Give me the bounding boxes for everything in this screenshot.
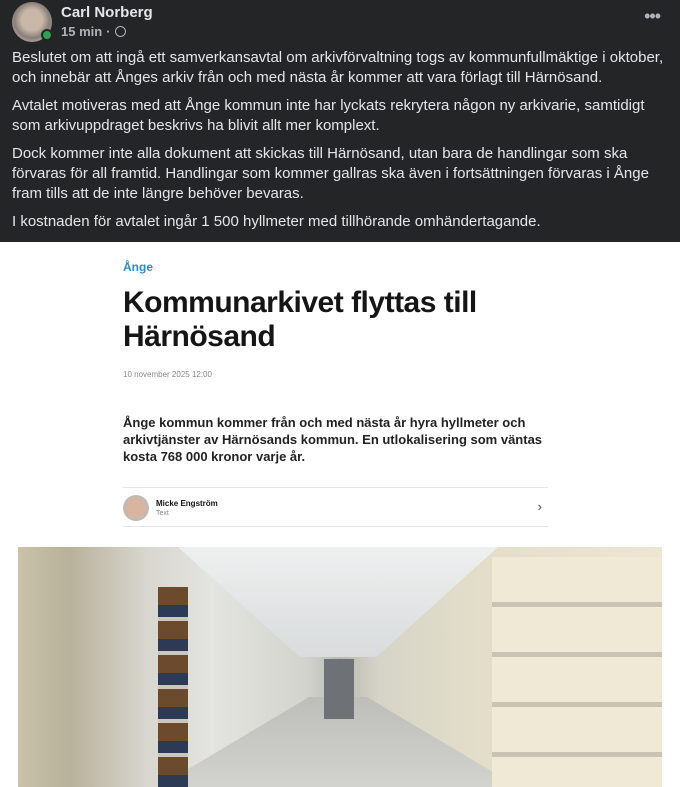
article-screenshot-image[interactable] bbox=[0, 242, 680, 787]
author-name[interactable]: Carl Norberg bbox=[61, 4, 153, 21]
right-shelf bbox=[492, 557, 662, 787]
byline-name: Micke Engström bbox=[156, 499, 218, 508]
chevron-right-icon: › bbox=[537, 499, 542, 514]
post-paragraph: Beslutet om att ingå ett samverkansavtal om arkivförvaltning togs av kommunfullmäktige i oktober, och innebär att Ånges arkiv från och med nästa år kommer att vara förlagt till Härnösand. bbox=[12, 49, 664, 86]
post-meta bbox=[61, 24, 126, 39]
article-date: 10 november 2025 12:00 bbox=[123, 370, 212, 379]
globe-icon bbox=[115, 26, 126, 37]
article-title: Kommunarkivet flyttas till Härnösand bbox=[123, 286, 477, 353]
article-byline bbox=[123, 487, 548, 527]
corridor-end bbox=[324, 659, 354, 719]
article-section: Ånge bbox=[123, 260, 153, 274]
separator: · bbox=[106, 24, 111, 39]
more-options-button[interactable]: ••• bbox=[644, 6, 660, 26]
post-time[interactable]: 15 min bbox=[61, 24, 103, 39]
post-paragraph: Dock kommer inte alla dokument att skickas till Härnösand, utan bara de handlingar som ska förvaras för all framtid. Handlingar som kommer gallras ska även i fortsättningen förvaras i Ånge fram tills att de inte längre behöver bevaras. bbox=[12, 145, 649, 202]
left-shelf bbox=[158, 587, 188, 787]
post-header bbox=[0, 0, 680, 48]
post-paragraph: Avtalet motiveras med att Ånge kommun inte har lyckats rekrytera någon ny arkivarie, samtidigt som arkivuppdraget beskrivs ha blivit allt mer komplext. bbox=[12, 97, 645, 134]
ceiling bbox=[178, 547, 498, 657]
article-lead: Ånge kommun kommer från och med nästa år hyra hyllmeter och arkivtjänster av Härnösands kommun. En utlokalisering som väntas kosta 768 000 kronor varje år. bbox=[123, 415, 543, 464]
byline-avatar bbox=[123, 495, 149, 521]
post-paragraph: I kostnaden för avtalet ingår 1 500 hyllmeter med tillhörande omhändertagande. bbox=[12, 213, 541, 230]
online-status-icon bbox=[41, 29, 53, 41]
post-text bbox=[0, 48, 680, 232]
byline-role: Text bbox=[156, 510, 169, 517]
archive-shelves-photo bbox=[18, 547, 662, 787]
